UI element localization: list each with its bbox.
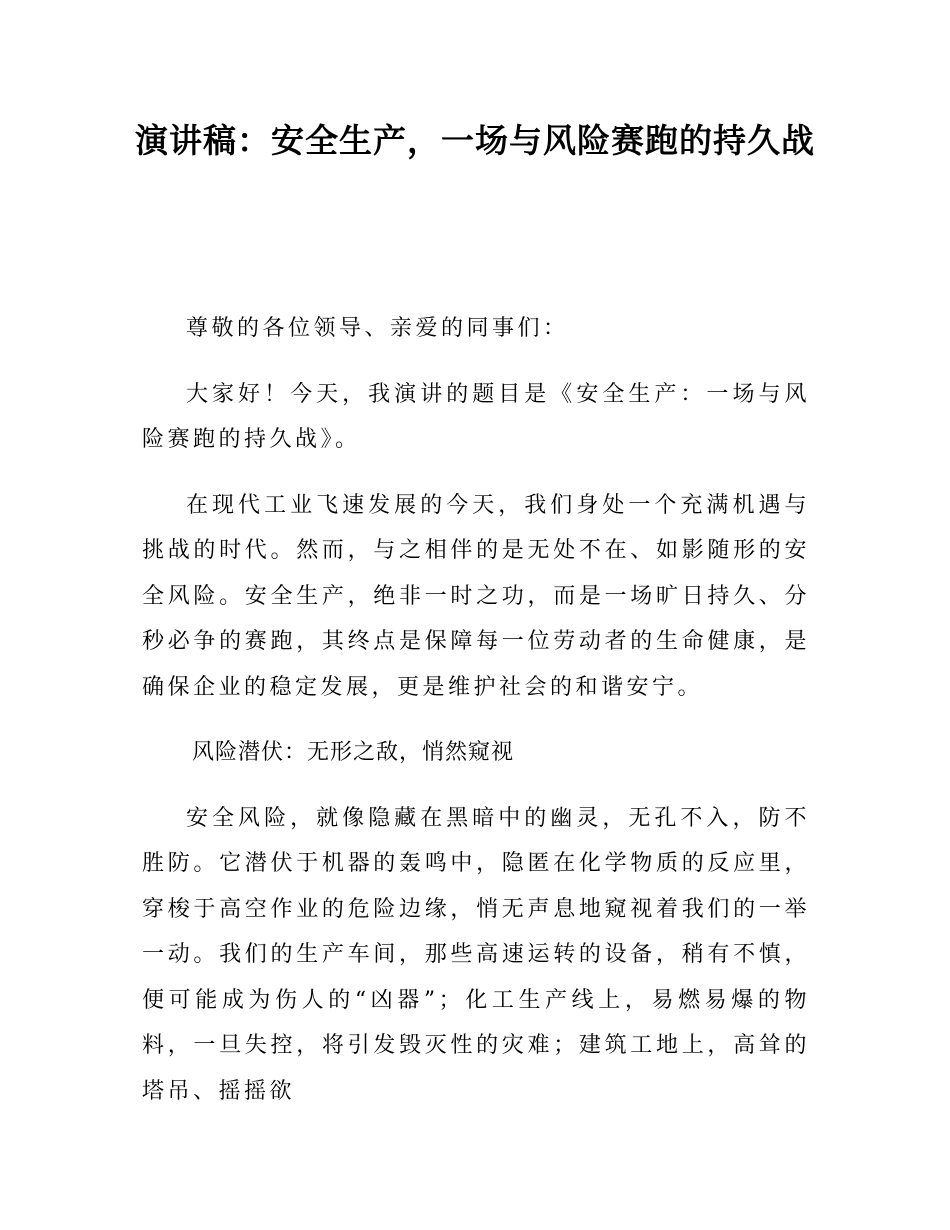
salutation-paragraph: 尊敬的各位领导、亲爱的同事们：	[186, 316, 569, 341]
document-title: 演讲稿：安全生产，一场与风险赛跑的持久战	[135, 121, 815, 160]
risk-paragraph: 安全风险，就像隐藏在黑暗中的幽灵，无孔不入，防不胜防。它潜伏于机器的轰鸣中，隐匿在化学物质的反应里，穿梭于高空作业的危险边缘，悄无声息地窥视着我们的一举一动。我们的生产车间，那些高速运转的设备，稍有不慎，便可能成为伤人的“凶器”；化工生产线上，易燃易爆的物料，一旦失控，将引发毁灭性的灾难；建筑工地上，高耸的塔吊、摇摇欲	[142, 805, 810, 1104]
greeting-paragraph: 大家好！今天，我演讲的题目是《安全生产：一场与风险赛跑的持久战》。	[142, 381, 810, 452]
intro-paragraph: 在现代工业飞速发展的今天，我们身处一个充满机遇与挑战的时代。然而，与之相伴的是无处不在、如影随形的安全风险。安全生产，绝非一时之功，而是一场旷日持久、分秒必争的赛跑，其终点是保障每一位劳动者的生命健康，是确保企业的稳定发展，更是维护社会的和谐安宁。	[142, 492, 810, 700]
document-body	[142, 306, 810, 1134]
section-heading: 风险潜伏：无形之敌，悄然窥视	[192, 740, 515, 765]
